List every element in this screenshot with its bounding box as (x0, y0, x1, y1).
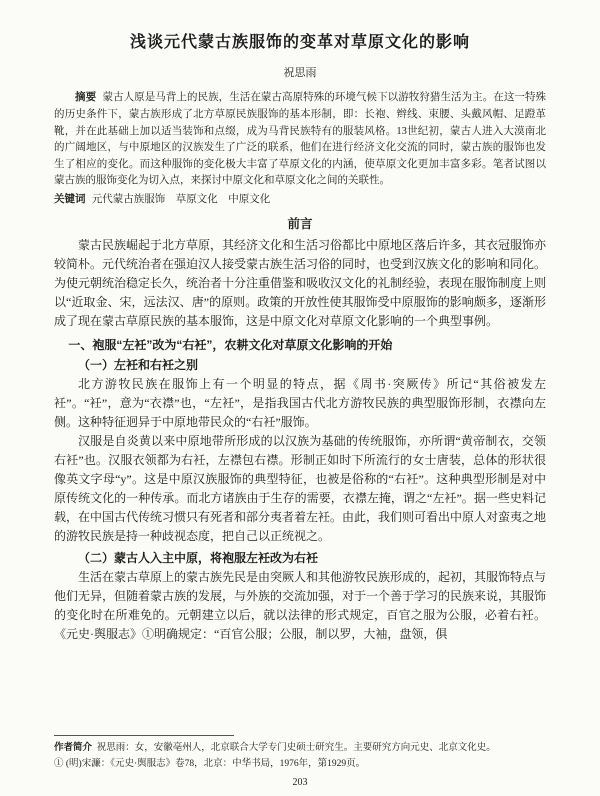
author-bio-label: 作者简介 (54, 742, 93, 753)
reference-footnote: ① (明)宋濂：《元史·舆服志》卷78，北京：中华书局，1976年，第1929页。 (54, 758, 366, 769)
keywords-label: 关键词 (54, 193, 86, 205)
footnote-divider (54, 735, 234, 736)
page-number: 203 (292, 777, 308, 788)
abstract (54, 90, 546, 189)
intro-heading: 前言 (287, 217, 313, 232)
section-1-1-paragraph-1: 北方游牧民族在服饰上有一个明显的特点，据《周书·突厥传》所记“其俗被发左衽”。“衽”，意为“衣襟”也，“左衽”，是指我国古代北方游牧民族的典型服饰形制，衣襟向左侧。这种特征迥异于中原地带民众的“右衽”服饰。 (54, 377, 546, 430)
author-name: 祝思雨 (283, 67, 317, 80)
keywords-line (54, 192, 546, 209)
abstract-text: 蒙古人原是马背上的民族，生活在蒙古高原特殊的环境气候下以游牧狩猎生活为主。在这一特殊的历史条件下，蒙古族形成了北方草原民族服饰的基本形制，即：长袍、辫线、束腰、头戴风帽、足蹬革靴，并在此基础上加以适当装饰和点缀，成为马背民族特有的服装风格。13世纪初，蒙古人进入大漠南北的广阔地区，与中原地区的汉族发生了广泛的联系，他们在进行经济文化交流的同时，蒙古族的服饰也发生了相应的变化。而这种服饰的变化极大丰富了草原文化的内涵，使草原文化更加丰富多彩。笔者试图以蒙古族的服饰变化为切入点，来探讨中原文化和草原文化之间的关联性。 (54, 92, 547, 187)
author-bio-text: 祝思雨：女，安徽亳州人，北京联合大学专门史硕士研究生。主要研究方向元史、北京文化史。 (96, 742, 496, 753)
keywords-text: 元代蒙古族服饰 草原文化 中原文化 (91, 193, 271, 205)
section-1-1-paragraph-2: 汉服是自炎黄以来中原地带所形成的以汉族为基础的传统服饰，亦所谓“黄帝制衣，交领右衽”也。汉服衣领都为右衽，左襟包右襟。形制正如时下所流行的女士唐装，总体的形状很像英文字母“y”。这是中原汉族服饰的典型特征，也被是俗称的“右衽”。这种典型形制是对中原传统文化的一种传承。而北方诸族由于生存的需要，衣襟左掩，谓之“左衽”。据一些史料记载，在中国古代传统习惯只有死者和部分夷者着左衽。由此，我们则可看出中原人对蛮夷之地的游牧民族是持一种歧视态度，把自己以正统视之。 (54, 434, 547, 543)
section-1-2-paragraph-1: 生活在蒙古草原上的蒙古族先民是由突厥人和其他游牧民族形成的，起初，其服饰特点与他们无异，但随着蒙古族的发展，与外族的交流加强，对于一个善于学习的民族来说，其服饰的变化时在所难免的。元朝建立以后，就以法律的形式规定，百官之服为公服，必着右衽。《元史·舆服志》①明确规定：“百官公服；公服，制以罗，大袖，盘领，俱 (54, 569, 547, 641)
section-1-heading: 一、袍服“左衽”改为“右衽”，农耕文化对草原文化影响的开始 (68, 338, 393, 353)
section-1-1-heading: （一）左衽和右衽之别 (78, 358, 199, 373)
page-footer (54, 735, 546, 789)
section-1-2-heading: （二）蒙古人入主中原，将袍服左衽改为右衽 (78, 550, 319, 565)
abstract-label: 摘要 (75, 92, 97, 104)
author-bio-footnote (54, 741, 546, 755)
paper-title: 浅谈元代蒙古族服饰的变革对草原文化的影响 (129, 34, 470, 51)
intro-paragraph: 蒙古民族崛起于北方草原，其经济文化和生活习俗都比中原地区落后许多，其衣冠服饰亦较简朴。元代统治者在强迫汉人接受蒙古族生活习俗的同时，也受到汉族文化的影响和同化。为使元朝统治稳定长久，统治者十分注重借鉴和吸收汉文化的礼制经验，表现在服饰制度上则以“近取金、宋，远法汉、唐”的原则。政策的开放性使其服饰受中原服饰的影响颇多，逐渐形成了现在蒙古草原民族的基本服饰，这是中原文化对草原文化影响的一个典型事例。 (54, 238, 547, 329)
